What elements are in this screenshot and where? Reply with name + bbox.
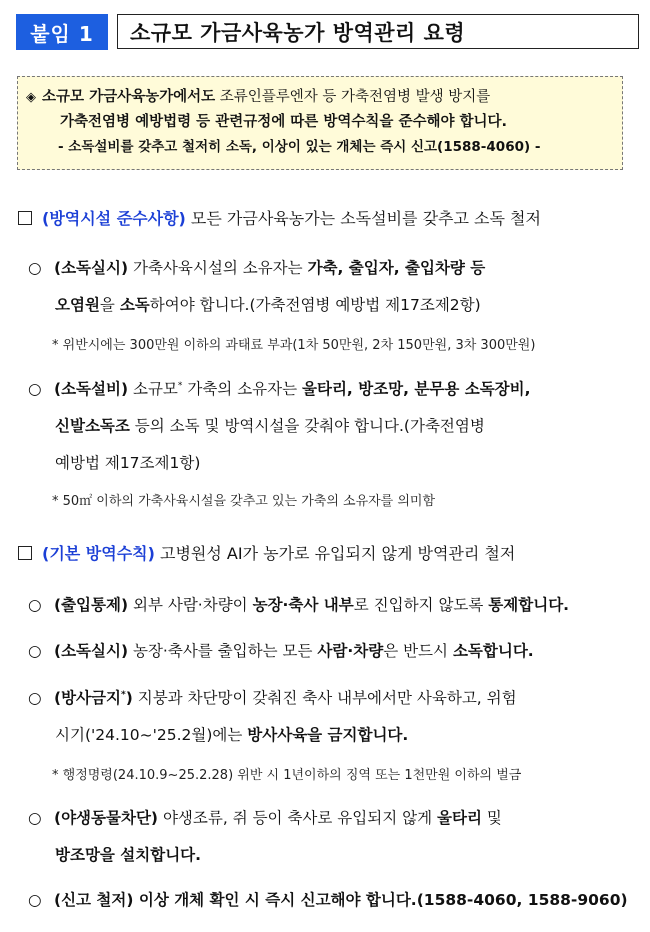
section-2-item-4-line-2: 방조망을 설치합니다. xyxy=(55,846,202,864)
checkbox-square-icon xyxy=(18,546,32,560)
circle-bullet-icon: ○ xyxy=(28,380,42,398)
section-1-item-2-line-3: 예방법 제17조제1항) xyxy=(55,454,201,472)
section-2-item-4-line-1: ○ (야생동물차단) 야생조류, 쥐 등이 축사로 유입되지 않게 울타리 및 xyxy=(28,809,502,827)
section-2-item-5: ○ (신고 철저) 이상 개체 확인 시 즉시 신고해야 합니다.(1588-4060, 1588-9060) xyxy=(28,891,628,909)
section-2-item-2: ○ (소독실시) 농장·축사를 출입하는 모든 사람·차량은 반드시 소독합니다. xyxy=(28,642,534,660)
diamond-icon: ◈ xyxy=(26,90,36,105)
section-1-item-2-line-2: 신발소독조 등의 소독 및 방역시설을 갖춰야 합니다.(가축전염병 xyxy=(55,417,485,435)
notice-line-3: - 소독설비를 갖추고 철저히 소독, 이상이 있는 개체는 즉시 신고(1588-4060) - xyxy=(58,139,541,155)
section-2-item-3-line-2: 시기('24.10~'25.2월)에는 방사사육을 금지합니다. xyxy=(55,726,409,744)
title-row xyxy=(16,14,628,52)
section-1-item-1-line-2: 오염원을 소독하여야 합니다.(가축전염병 예방법 제17조제2항) xyxy=(55,296,481,314)
section-1-note-1: * 위반시에는 300만원 이하의 과태료 부과(1차 50만원, 2차 150만원, 3차 300만원) xyxy=(52,338,536,353)
page-title: 소규모 가금사육농가 방역관리 요령 xyxy=(117,14,639,49)
circle-bullet-icon: ○ xyxy=(28,809,42,827)
section-2-item-1: ○ (출입통제) 외부 사람·차량이 농장·축사 내부로 진입하지 않도록 통제합니다. xyxy=(28,596,570,614)
section-2-item-3-line-1: ○ (방사금지*) 지붕과 차단망이 갖춰진 축사 내부에서만 사육하고, 위험 xyxy=(28,689,517,707)
notice-line-1: ◈ 소규모 가금사육농가에서도 조류인플루엔자 등 가축전염병 발생 방지를 xyxy=(26,89,491,105)
circle-bullet-icon: ○ xyxy=(28,642,42,660)
attachment-tag: 붙임 1 xyxy=(16,14,108,50)
section-1-heading: (방역시설 준수사항) 모든 가금사육농가는 소독설비를 갖추고 소독 철저 xyxy=(18,206,541,229)
circle-bullet-icon: ○ xyxy=(28,596,42,614)
notice-line-2: 가축전염병 예방법령 등 관련규정에 따른 방역수칙을 준수해야 합니다. xyxy=(60,114,508,130)
circle-bullet-icon: ○ xyxy=(28,891,42,909)
section-1-note-2: * 50㎡ 이하의 가축사육시설을 갖추고 있는 가축의 소유자를 의미함 xyxy=(52,494,436,509)
checkbox-square-icon xyxy=(18,211,32,225)
circle-bullet-icon: ○ xyxy=(28,259,42,277)
section-2-heading: (기본 방역수칙) 고병원성 AI가 농가로 유입되지 않게 방역관리 철저 xyxy=(18,541,515,564)
section-1-item-2-line-1: ○ (소독설비) 소규모* 가축의 소유자는 울타리, 방조망, 분무용 소독장비, xyxy=(28,380,531,398)
notice-box xyxy=(17,76,623,170)
section-2-note-3: * 행정명령(24.10.9~25.2.28) 위반 시 1년이하의 징역 또는 1천만원 이하의 벌금 xyxy=(52,768,522,783)
section-1-item-1-line-1: ○ (소독실시) 가축사육시설의 소유자는 가축, 출입자, 출입차량 등 xyxy=(28,259,486,277)
circle-bullet-icon: ○ xyxy=(28,689,42,707)
